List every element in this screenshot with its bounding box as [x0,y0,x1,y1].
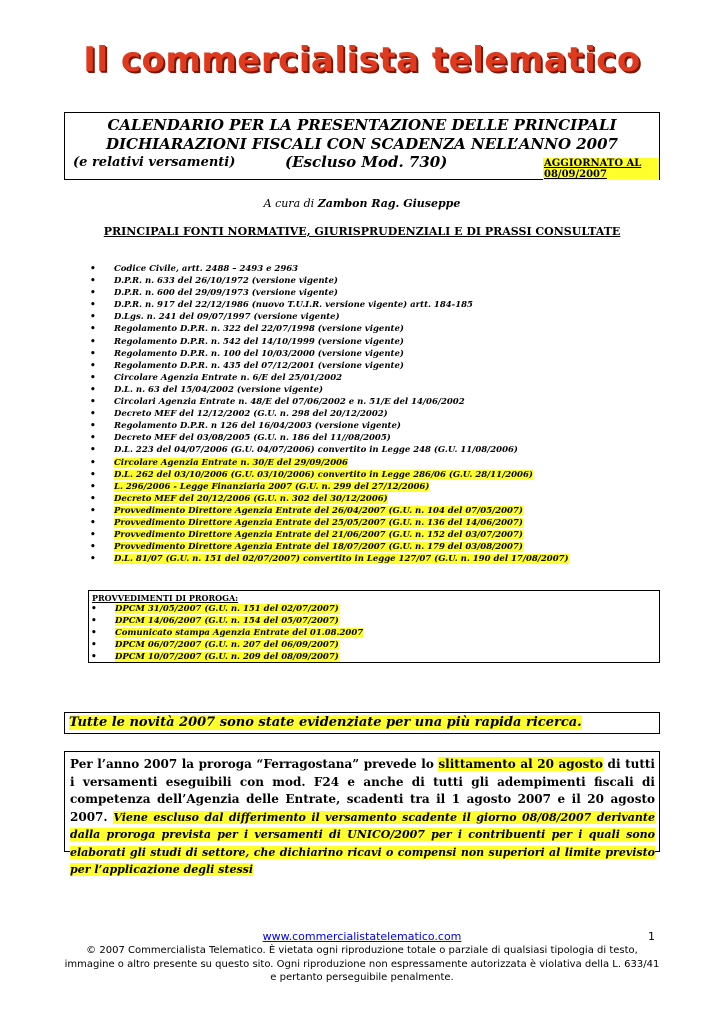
updated-badge: AGGIORNATO AL 08/09/2007 [543,158,659,180]
source-item-text: D.L. 262 del 03/10/2006 (G.U. 03/10/2006) convertito in Legge 286/06 (G.U. 28/11/2006) [114,469,533,480]
author-prefix: A cura di [263,197,315,210]
source-item-text: Circolare Agenzia Entrate n. 6/E del 25/01/2002 [114,372,343,383]
source-item-text: Regolamento D.P.R. n. 542 del 14/10/1999 (versione vigente) [114,336,404,347]
source-item [90,372,569,384]
source-item [90,481,569,493]
ferragostana-highlight-1: slittamento al 20 agosto [438,757,603,771]
proroga-item-text: DPCM 14/06/2007 (G.U. n. 154 del 05/07/2007) [115,616,339,626]
proroga-item-text: DPCM 10/07/2007 (G.U. n. 209 del 08/09/2007) [115,652,339,662]
source-item [90,360,569,372]
source-item [90,396,569,408]
title-subtitle: (e relativi versamenti) [73,155,236,170]
page-number: 1 [648,930,655,943]
proroga-box [88,590,660,663]
source-item-text: Regolamento D.P.R. n. 435 del 07/12/2001 (versione vigente) [114,360,404,371]
source-item [90,517,569,529]
source-item [90,444,569,456]
source-item-text: Provvedimento Direttore Agenzia Entrate del 25/05/2007 (G.U. n. 136 del 14/06/2007) [114,517,523,528]
proroga-item-text: Comunicato stampa Agenzia Entrate del 01.08.2007 [115,628,364,638]
proroga-item [91,603,363,615]
source-item [90,553,569,565]
novita-box [64,712,660,734]
source-item-text: D.L. 81/07 (G.U. n. 151 del 02/07/2007) convertito in Legge 127/07 (G.U. n. 190 del 17/08/2007) [114,554,569,565]
source-item-text: D.P.R. n. 600 del 29/09/1973 (versione vigente) [114,288,338,299]
source-item-text: D.Lgs. n. 241 del 09/07/1997 (versione vigente) [114,312,340,323]
source-item [90,348,569,360]
proroga-item [91,627,363,639]
footer-site-link[interactable]: www.commercialistatelematico.com [262,930,462,943]
source-item-text: Codice Civile, artt. 2488 – 2493 e 2963 [114,264,299,274]
source-item [90,505,569,517]
source-item-text: Provvedimento Direttore Agenzia Entrate del 26/04/2007 (G.U. n. 104 del 07/05/2007) [114,505,523,516]
source-item-text: Provvedimento Direttore Agenzia Entrate del 21/06/2007 (G.U. n. 152 del 03/07/2007) [114,530,523,541]
proroga-title: PROVVEDIMENTI DI PROROGA: [92,593,239,603]
author-line [0,197,724,210]
source-item [90,541,569,553]
source-item [90,432,569,444]
source-item-text: D.P.R. n. 633 del 26/10/1972 (versione vigente) [114,276,338,287]
proroga-item-text: DPCM 06/07/2007 (G.U. n. 207 del 06/09/2007) [115,640,339,650]
source-item [90,299,569,311]
proroga-item [91,639,363,651]
ferragostana-part-2: di tutti i versamenti eseguibili con mod. F24 e anche di tutti gli adempimenti fiscali di competenza dell’Agenzia delle Entrate, scadenti tra il 1 agosto 2007 e il 20 agosto 2007. [70,757,655,824]
source-item [90,408,569,420]
proroga-item-text: DPCM 31/05/2007 (G.U. n. 151 del 02/07/2007) [115,604,339,614]
footer-copyright: © 2007 Commercialista Telematico. È vietata ogni riproduzione totale o parziale di qualsiasi tipologia di testo, immagine o altro presente su questo sito. Ogni riproduzione non espressamente autorizzata è violativa della L. 633/41 e pertanto perseguibile penalmente. [64,945,660,983]
source-item-text: L. 296/2006 - Legge Finanziaria 2007 (G.U. n. 299 del 27/12/2006) [114,481,430,492]
proroga-item [91,651,363,663]
source-item-text: Decreto MEF del 03/08/2005 (G.U. n. 186 del 11//08/2005) [114,433,391,444]
source-item-text: Regolamento D.P.R. n. 100 del 10/03/2000 (versione vigente) [114,348,404,359]
source-item [90,275,569,287]
source-item [90,311,569,323]
source-item [90,529,569,541]
proroga-list [91,603,363,663]
author-name: Zambon Rag. Giuseppe [317,197,461,210]
ferragostana-highlight-2: Viene escluso dal differimento il versamento scadente il giorno 08/08/2007 derivante dalla proroga prevista per i versamenti di UNICO/2007 per i contribuenti per i quali sono elaborati gli studi di settore, che dichiarino ricavi o compensi non superiori al limite previsto per l’applicazione degli stessi [70,810,655,876]
source-item-text: Decreto MEF del 12/12/2002 (G.U. n. 298 del 20/12/2002) [114,409,388,420]
source-item-text: D.P.R. n. 917 del 22/12/1986 (nuovo T.U.I.R. versione vigente) artt. 184-185 [114,300,473,311]
source-item-text: Provvedimento Direttore Agenzia Entrate del 18/07/2007 (G.U. n. 179 del 03/08/2007) [114,542,523,553]
site-logo: Il commercialista telematico [83,40,641,80]
proroga-item [91,615,363,627]
title-line-1: CALENDARIO PER LA PRESENTAZIONE DELLE PRINCIPALI [107,116,617,134]
source-item-text: Circolari Agenzia Entrate n. 48/E del 07/06/2002 e n. 51/E del 14/06/2002 [114,397,465,408]
title-box [64,112,660,180]
source-item [90,457,569,469]
source-item [90,287,569,299]
source-item [90,384,569,396]
ferragostana-part-1: Per l’anno 2007 la proroga “Ferragostana” prevede lo [70,757,439,771]
source-item-text: Regolamento D.P.R. n. 322 del 22/07/1998 (versione vigente) [114,324,404,335]
sources-list [90,263,569,565]
source-item-text: D.L. 223 del 04/07/2006 (G.U. 04/07/2006) convertito in Legge 248 (G.U. 11/08/2006) [114,445,518,456]
source-item-text: Circolare Agenzia Entrate n. 30/E del 29/09/2006 [114,457,348,468]
source-item [90,420,569,432]
source-item [90,336,569,348]
ferragostana-box [64,751,660,876]
source-item [90,323,569,335]
source-item-text: Regolamento D.P.R. n 126 del 16/04/2003 (versione vigente) [114,421,401,432]
source-item [90,263,569,275]
source-item-text: D.L. n. 63 del 15/04/2002 (versione vigente) [114,384,323,395]
title-exclusion: (Escluso Mod. 730) [285,153,448,171]
source-item [90,493,569,505]
title-line-2: DICHIARAZIONI FISCALI CON SCADENZA NELL’ANNO 2007 [105,135,618,153]
source-item-text: Decreto MEF del 20/12/2006 (G.U. n. 302 del 30/12/2006) [114,493,388,504]
sources-heading: PRINCIPALI FONTI NORMATIVE, GIURISPRUDENZIALI E DI PRASSI CONSULTATE [103,225,621,238]
novita-text: Tutte le novità 2007 sono state evidenziate per una più rapida ricerca. [69,715,582,730]
source-item [90,469,569,481]
